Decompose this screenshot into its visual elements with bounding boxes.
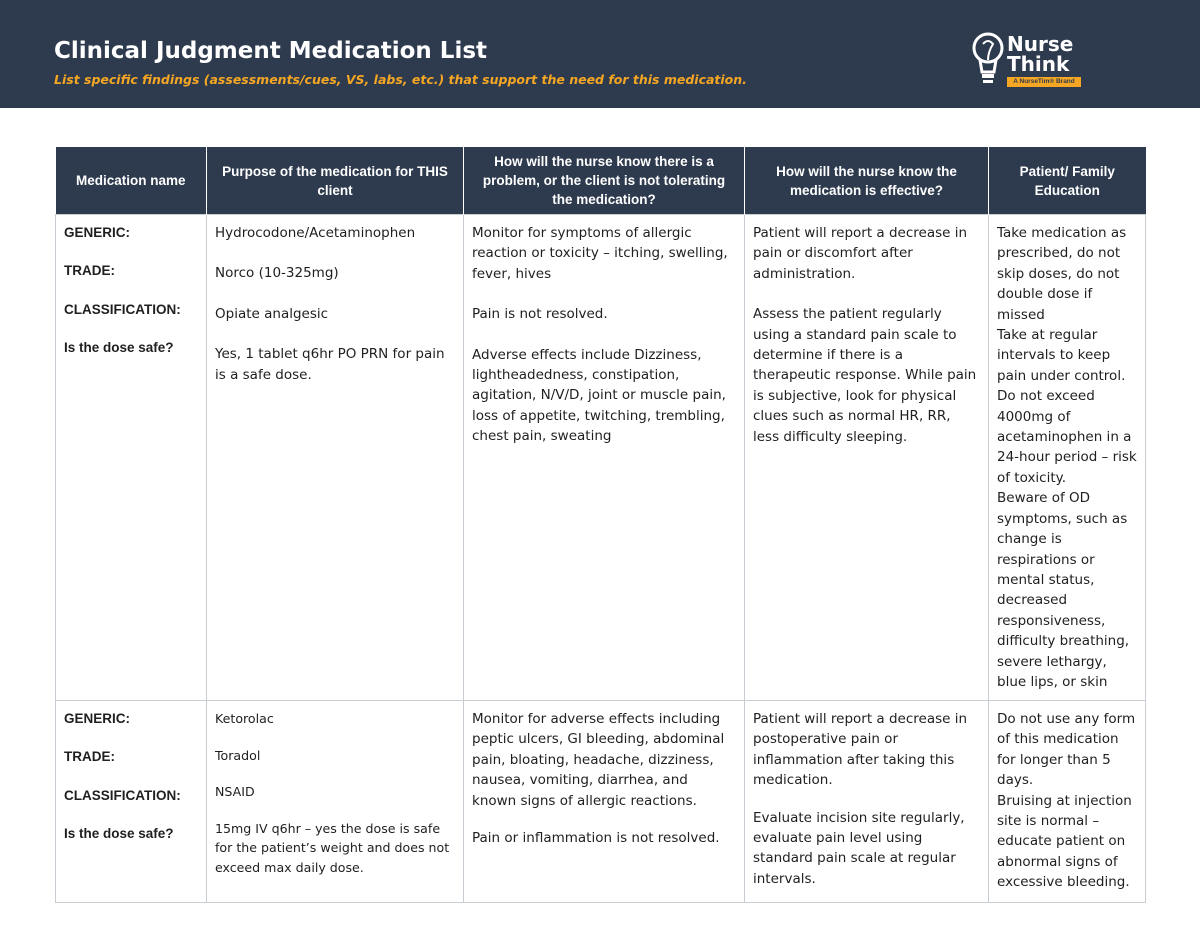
- col-header-effective: How will the nurse know the medication is effective?: [745, 147, 989, 215]
- logo-word-nurse: Nurse: [1007, 32, 1074, 56]
- logo-word-think: Think: [1007, 52, 1070, 76]
- education-cell: [989, 215, 1146, 701]
- label-dose-safe: Is the dose safe?: [64, 340, 174, 356]
- problem-text: Pain or inflammation is not resolved.: [472, 830, 720, 847]
- label-dose-safe: Is the dose safe?: [64, 826, 174, 842]
- problem-text: Monitor for symptoms of allergic reaction or toxicity – itching, swelling, fever, hives: [472, 225, 728, 282]
- effective-text: Patient will report a decrease in pain or discomfort after administration.: [753, 225, 968, 282]
- page-subtitle: List specific findings (assessments/cues, VS, labs, etc.) that support the need for this medication.: [54, 72, 747, 87]
- lightbulb-icon: [970, 30, 1006, 88]
- page-title: Clinical Judgment Medication List: [54, 38, 488, 64]
- effective-text: Patient will report a decrease in postoperative pain or inflammation after taking this medication.: [753, 711, 968, 789]
- problem-text: Pain is not resolved.: [472, 306, 608, 323]
- effective-text: Evaluate incision site regularly, evaluate pain level using standard pain scale at regular intervals.: [753, 809, 965, 887]
- problem-cell: [464, 701, 745, 903]
- trade-name: Toradol: [215, 747, 261, 763]
- row-labels: [56, 701, 207, 903]
- education-text: Bruising at injection site is normal – educate patient on abnormal signs of excessive bleeding.: [997, 792, 1132, 891]
- header-banner: [0, 0, 1200, 108]
- generic-name: Hydrocodone/Acetaminophen: [215, 225, 416, 241]
- label-trade: TRADE:: [64, 263, 115, 279]
- purpose-cell: [207, 215, 464, 701]
- nursethink-logo: [970, 30, 1085, 90]
- dose-safety: Yes, 1 tablet q6hr PO PRN for pain is a safe dose.: [215, 346, 445, 383]
- classification: NSAID: [215, 784, 255, 799]
- row-labels: [56, 215, 207, 701]
- education-text: Beware of OD symptoms, such as change is respirations or mental status, decreased responsiveness, difficulty breathing, severe lethargy, blue lips, or skin: [997, 490, 1130, 690]
- medication-table: [55, 147, 1146, 903]
- trade-name: Norco (10-325mg): [215, 265, 339, 282]
- education-cell: [989, 701, 1146, 903]
- col-header-education: Patient/ Family Education: [989, 147, 1146, 215]
- label-trade: TRADE:: [64, 749, 115, 765]
- col-header-problem: How will the nurse know there is a problem, or the client is not tolerating the medication?: [464, 147, 745, 215]
- table-row: [56, 701, 1146, 903]
- label-classification: CLASSIFICATION:: [64, 301, 181, 317]
- col-header-purpose: Purpose of the medication for THIS client: [207, 147, 464, 215]
- education-text: Do not exceed 4000mg of acetaminophen in a 24-hour period – risk of toxicity.: [997, 388, 1137, 486]
- classification: Opiate analgesic: [215, 305, 329, 322]
- education-text: Do not use any form of this medication for longer than 5 days.: [997, 711, 1136, 789]
- label-generic: GENERIC:: [64, 225, 131, 240]
- effective-text: Assess the patient regularly using a standard pain scale to determine if there is a therapeutic response. While pain is subjective, look for physical clues such as normal HR, RR, less difficulty sleeping.: [753, 306, 977, 445]
- effective-cell: [745, 215, 989, 701]
- label-generic: GENERIC:: [64, 711, 131, 726]
- purpose-cell: [207, 701, 464, 903]
- table-header-row: [56, 147, 1146, 215]
- effective-cell: [745, 701, 989, 903]
- education-text: Take at regular intervals to keep pain under control.: [997, 327, 1126, 384]
- education-text: Take medication as prescribed, do not skip doses, do not double dose if missed: [997, 225, 1127, 323]
- dose-safety: 15mg IV q6hr – yes the dose is safe for the patient’s weight and does not exceed max daily dose.: [215, 820, 450, 875]
- problem-text: Monitor for adverse effects including peptic ulcers, GI bleeding, abdominal pain, bloating, headache, dizziness, nausea, vomiting, diarrhea, and known signs of allergic reactions.: [472, 711, 725, 809]
- generic-name: Ketorolac: [215, 711, 274, 726]
- label-classification: CLASSIFICATION:: [64, 787, 181, 803]
- table-row: [56, 215, 1146, 701]
- col-header-medication-name: Medication name: [56, 147, 207, 215]
- problem-cell: [464, 215, 745, 701]
- problem-text: Adverse effects include Dizziness, lightheadedness, constipation, agitation, N/V/D, joint or muscle pain, loss of appetite, twitching, trembling, chest pain, sweating: [472, 346, 726, 445]
- logo-tagline: A NurseTim® Brand: [1007, 77, 1081, 87]
